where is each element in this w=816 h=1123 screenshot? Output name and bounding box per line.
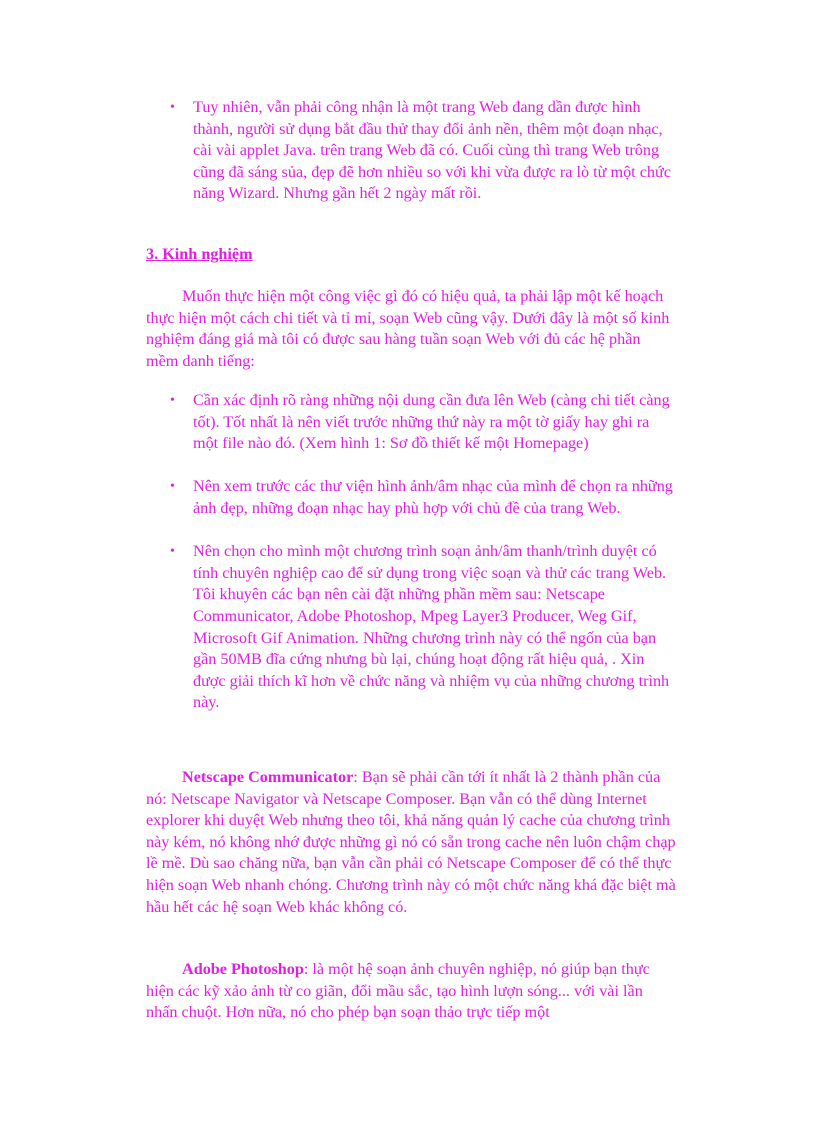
bullet-icon: • xyxy=(170,479,175,495)
bullet-icon: • xyxy=(170,544,175,560)
photoshop-text: : là một hệ soạn ảnh chuyên nghiệp, nó giúp bạn thực hiện các kỹ xảo ảnh từ co giãn, đổi mầu sắc, tạo hình lượn sóng... với vài lần nhấn chuột. Hơn nữa, nó cho phép bạn soạn thảo trực tiếp một xyxy=(146,960,650,1022)
list-item xyxy=(0,541,676,714)
bullet-text: Tuy nhiên, vẫn phải công nhận là một trang Web đang dần được hình thành, người sử dụng bắt đầu thử thay đổi ảnh nền, thêm một đoạn nhạc, cài vài applet Java. trên trang Web đã có. Cuối cùng thì trang Web trông cũng đã sáng sủa, đẹp đẽ hơn nhiều so với khi vừa được ra lò từ một chức năng Wizard. Nhưng gần hết 2 ngày mất rồi. xyxy=(193,98,671,203)
photoshop-term: Adobe Photoshop xyxy=(182,960,304,978)
netscape-paragraph xyxy=(146,767,676,918)
section-heading: 3. Kinh nghiệm xyxy=(146,245,253,263)
netscape-term: Netscape Communicator xyxy=(182,768,354,786)
list-item xyxy=(0,97,676,205)
tip-text: Nên chọn cho mình một chương trình soạn ảnh/âm thanh/trình duyệt có tính chuyên nghiệp cao để sử dụng trong việc soạn và thử các trang Web. Tôi khuyên các bạn nên cài đặt những phần mềm sau: Netscape Communicator, Adobe Photoshop, Mpeg Layer3 Producer, Weg Gif, Microsoft Gif Animation. Những chương trình này có thể ngốn của bạn gần 50MB đĩa cứng nhưng bù lại, chúng hoạt động rất hiệu quả, . Xin được giải thích kĩ hơn về chức năng và nhiệm vụ của những chương trình này. xyxy=(193,542,670,712)
tips-list xyxy=(0,390,676,736)
bullet-list-top xyxy=(0,97,676,205)
bullet-icon: • xyxy=(170,100,175,115)
netscape-text: : Bạn sẽ phải cần tới ít nhất là 2 thành phần của nó: Netscape Navigator và Netscape Composer. Bạn vẫn có thể dùng Internet explorer khi duyệt Web nhưng theo tôi, khả năng quản lý cache của chương trình này kém, nó không nhớ được những gì nó có sẵn trong cache nên luôn chậm chạp lề mề. Dù sao chăng nữa, bạn vẫn cần phải có Netscape Composer để có thể thực hiện soạn Web nhanh chóng. Chương trình này có một chức năng khá đặc biệt mà hầu hết các hệ soạn Web khác không có. xyxy=(146,768,676,916)
tip-text: Nên xem trước các thư viện hình ảnh/âm nhạc của mình để chọn ra những ảnh đẹp, những đoạn nhạc hay phù hợp với chủ đề của trang Web. xyxy=(193,477,673,517)
photoshop-paragraph xyxy=(146,959,676,1024)
tip-text: Cần xác định rõ ràng những nội dung cần đưa lên Web (càng chi tiết càng tốt). Tốt nhất là nên viết trước những thứ này ra một tờ giấy hay ghi ra một file nào đó. (Xem hình 1: Sơ đồ thiết kế một Homepage) xyxy=(193,391,670,453)
bullet-icon: • xyxy=(170,393,175,408)
intro-paragraph: Muốn thực hiện một công việc gì đó có hiệu quả, ta phải lập một kế hoạch thực hiện một cách chi tiết và tỉ mỉ, soạn Web cũng vậy. Dưới đây là một số kinh nghiệm đáng giá mà tôi có được sau hàng tuần soạn Web với đủ các hệ phần mềm danh tiếng: xyxy=(146,287,670,370)
list-item xyxy=(0,476,676,519)
list-item xyxy=(0,390,676,455)
